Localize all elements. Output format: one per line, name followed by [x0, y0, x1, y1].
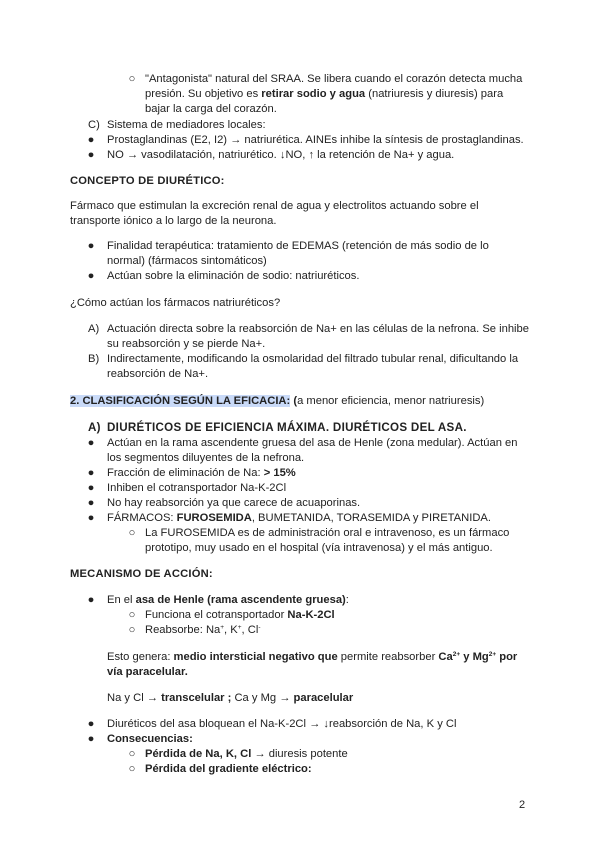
bullet-icon: ●	[87, 497, 95, 509]
clasif-b3: Inhiben el cotransportador Na-K-2Cl	[107, 482, 287, 494]
option-b-marker: B)	[88, 353, 100, 365]
furosemida-line-2: prototipo, muy usado en el hospital (vía intravenosa) y el más antiguo.	[145, 542, 493, 554]
item-c-text: Sistema de mediadores locales:	[107, 119, 266, 131]
bullet-icon: ●	[87, 718, 95, 730]
bullet-icon: ●	[87, 134, 95, 146]
finalidad-line-2: normal) (fármacos sintomáticos)	[107, 255, 267, 267]
antagonista-line-1: "Antagonista" natural del SRAA. Se libera cuando el corazón detecta mucha	[145, 73, 523, 85]
bullet-icon: ●	[87, 240, 95, 252]
hollow-bullet-icon: ○	[128, 763, 136, 775]
clasif-b4: No hay reabsorción ya que carece de acuaporinas.	[107, 497, 361, 509]
actuan-text: Actúan sobre la eliminación de sodio: natriuréticos.	[107, 270, 360, 282]
hollow-bullet-icon: ○	[128, 527, 136, 539]
consecuencia-2: Pérdida del gradiente eléctrico:	[145, 763, 312, 775]
genera-line-2: vía paracelular.	[107, 666, 188, 678]
page-number: 2	[519, 799, 526, 811]
bullet-icon: ●	[87, 594, 95, 606]
bullet-icon: ●	[87, 733, 95, 745]
consecuencias-label: Consecuencias:	[107, 733, 193, 745]
bullet-icon: ●	[87, 270, 95, 282]
clasif-b2: Fracción de eliminación de Na: > 15%	[107, 467, 296, 479]
concepto-p1-line-2: transporte iónico a lo largo de la neurona.	[70, 215, 277, 227]
item-c-marker: C)	[88, 119, 100, 131]
clasificacion-heading: 2. CLASIFICACIÓN SEGÚN LA EFICACIA:	[70, 395, 291, 407]
section-a-title: DIURÉTICOS DE EFICIENCIA MÁXIMA. DIURÉTICOS DEL ASA.	[107, 421, 467, 434]
concepto-heading: CONCEPTO DE DIURÉTICO:	[70, 175, 225, 187]
bullet-icon: ●	[87, 482, 95, 494]
hollow-bullet-icon: ○	[128, 73, 136, 85]
clasif-b1-line-2: los segmentos diluyentes de la nefrona.	[107, 452, 305, 464]
prostaglandinas-text: Prostaglandinas (E2, I2) → natriurética. AINEs inhibe la síntesis de prostaglandinas.	[107, 134, 524, 146]
mecanismo-b2: Diuréticos del asa bloquean el Na-K-2Cl → ↓reabsorción de Na, K y Cl	[107, 718, 457, 730]
option-b-line-2: reabsorción de Na+.	[107, 368, 209, 380]
mecanismo-b1: En el asa de Henle (rama ascendente gruesa):	[107, 594, 349, 606]
option-a-line-1: Actuación directa sobre la reabsorción de Na+ en las células de la nefrona. Se inhibe	[107, 323, 529, 335]
question-text: ¿Cómo actúan los fármacos natriuréticos?	[70, 297, 281, 309]
no-text: NO → vasodilatación, natriurético. ↓NO, ↑ la retención de Na+ y agua.	[107, 149, 455, 161]
clasificacion-heading-row: 2. CLASIFICACIÓN SEGÚN LA EFICACIA: (a menor eficiencia, menor natriuresis)	[70, 395, 485, 407]
bullet-icon: ●	[87, 149, 95, 161]
finalidad-line-1: Finalidad terapéutica: tratamiento de EDEMAS (retención de más sodio de lo	[107, 240, 489, 252]
section-a-marker: A)	[88, 421, 101, 434]
option-a-marker: A)	[88, 323, 100, 335]
clasif-b5: FÁRMACOS: FUROSEMIDA, BUMETANIDA, TORASEMIDA y PIRETANIDA.	[107, 512, 491, 524]
bullet-icon: ●	[87, 512, 95, 524]
hollow-bullet-icon: ○	[128, 748, 136, 760]
consecuencia-1: Pérdida de Na, K, Cl → diuresis potente	[145, 748, 348, 760]
bullet-icon: ●	[87, 437, 95, 449]
clasif-b1-line-1: Actúan en la rama ascendente gruesa del asa de Henle (zona medular). Actúan en	[107, 437, 518, 449]
bullet-icon: ●	[87, 467, 95, 479]
mecanismo-heading: MECANISMO DE ACCIÓN:	[70, 568, 213, 580]
furosemida-line-1: La FUROSEMIDA es de administración oral e intravenoso, es un fármaco	[145, 527, 510, 539]
transport-line: Na y Cl → transcelular ; Ca y Mg → paracelular	[107, 692, 354, 704]
genera-line-1: Esto genera: medio intersticial negativo que permite reabsorber $Ca^{2+}$ y $Mg^{2+}$ por	[107, 651, 518, 663]
mecanismo-sub2: Reabsorbe: Na+, K+, Cl-	[145, 624, 261, 636]
antagonista-line-2: presión. Su objetivo es retirar sodio y agua (natriuresis y diuresis) para	[145, 88, 504, 100]
concepto-p1-line-1: Fármaco que estimulan la excreción renal de agua y electrolitos actuando sobre el	[70, 200, 479, 212]
hollow-bullet-icon: ○	[128, 624, 136, 636]
option-a-line-2: su reabsorción y se pierde Na+.	[107, 338, 266, 350]
antagonista-line-3: bajar la carga del corazón.	[145, 103, 277, 115]
hollow-bullet-icon: ○	[128, 609, 136, 621]
mecanismo-sub1: Funciona el cotransportador Na-K-2Cl	[145, 609, 335, 621]
option-b-line-1: Indirectamente, modificando la osmolaridad del filtrado tubular renal, dificultando la	[107, 353, 519, 365]
